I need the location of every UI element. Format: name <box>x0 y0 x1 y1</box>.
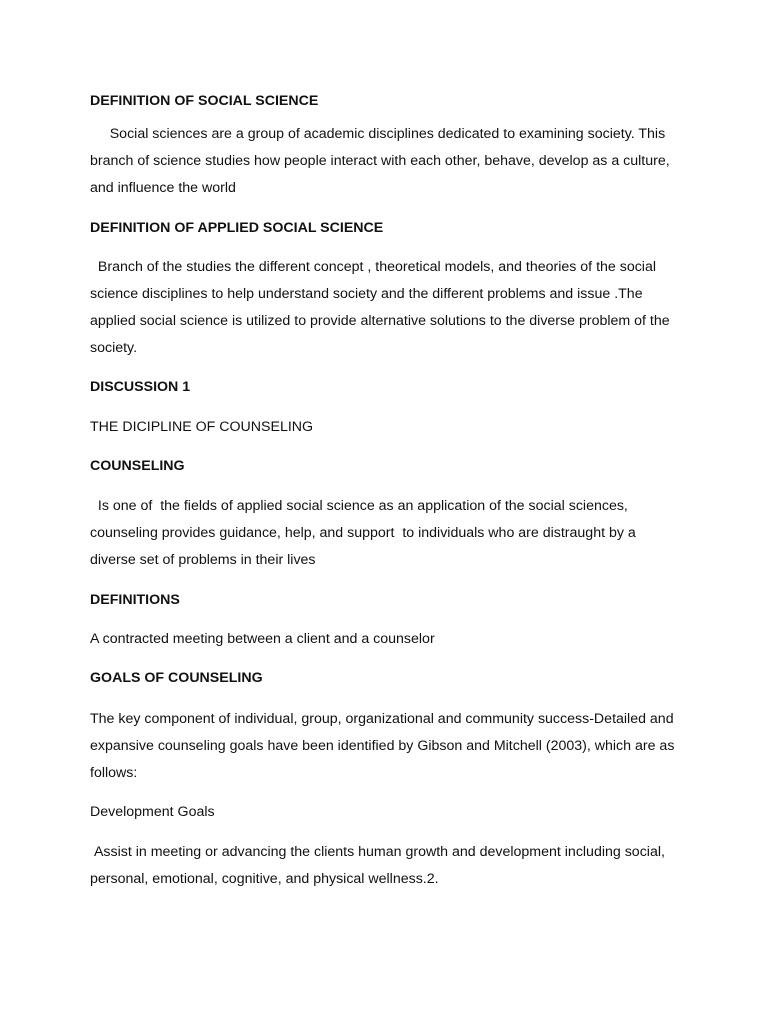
paragraph-counseling-description: Is one of the fields of applied social science as an application of the social sciences, counseling provides guidance, help, and support to individuals who are distraught by a diverse set of problems in their lives <box>90 498 640 568</box>
heading-goals-of-counseling: GOALS OF COUNSELING <box>90 670 263 686</box>
heading-definition-applied-social-science: DEFINITION OF APPLIED SOCIAL SCIENCE <box>90 220 384 236</box>
paragraph-applied-social-science-definition: Branch of the studies the different concept , theoretical models, and theories of the social science disciplines to help understand society and the different problems and issue .The applied social science is utilized to provide alternative solutions to the diverse problem of the society. <box>90 259 674 356</box>
paragraph-definitions: A contracted meeting between a client and a counselor <box>90 631 435 647</box>
paragraph-discipline-title: THE DICIPLINE OF COUNSELING <box>90 419 314 435</box>
heading-counseling: COUNSELING <box>90 458 185 474</box>
heading-definitions: DEFINITIONS <box>90 592 180 608</box>
heading-discussion-1: DISCUSSION 1 <box>90 379 191 395</box>
heading-definition-social-science: DEFINITION OF SOCIAL SCIENCE <box>90 93 319 109</box>
paragraph-goals-intro: The key component of individual, group, organizational and community success-Detailed and expansive counseling goals have been identified by Gibson and Mitchell (2003), which are as follows: <box>90 711 679 781</box>
paragraph-development-goals: Development Goals <box>90 804 215 820</box>
paragraph-development-goals-description: Assist in meeting or advancing the clients human growth and development including social, personal, emotional, cognitive, and physical wellness.2. <box>90 844 669 887</box>
paragraph-social-science-definition: Social sciences are a group of academic disciplines dedicated to examining society. This branch of science studies how people interact with each other, behave, develop as a culture, and influence the world <box>90 126 674 196</box>
